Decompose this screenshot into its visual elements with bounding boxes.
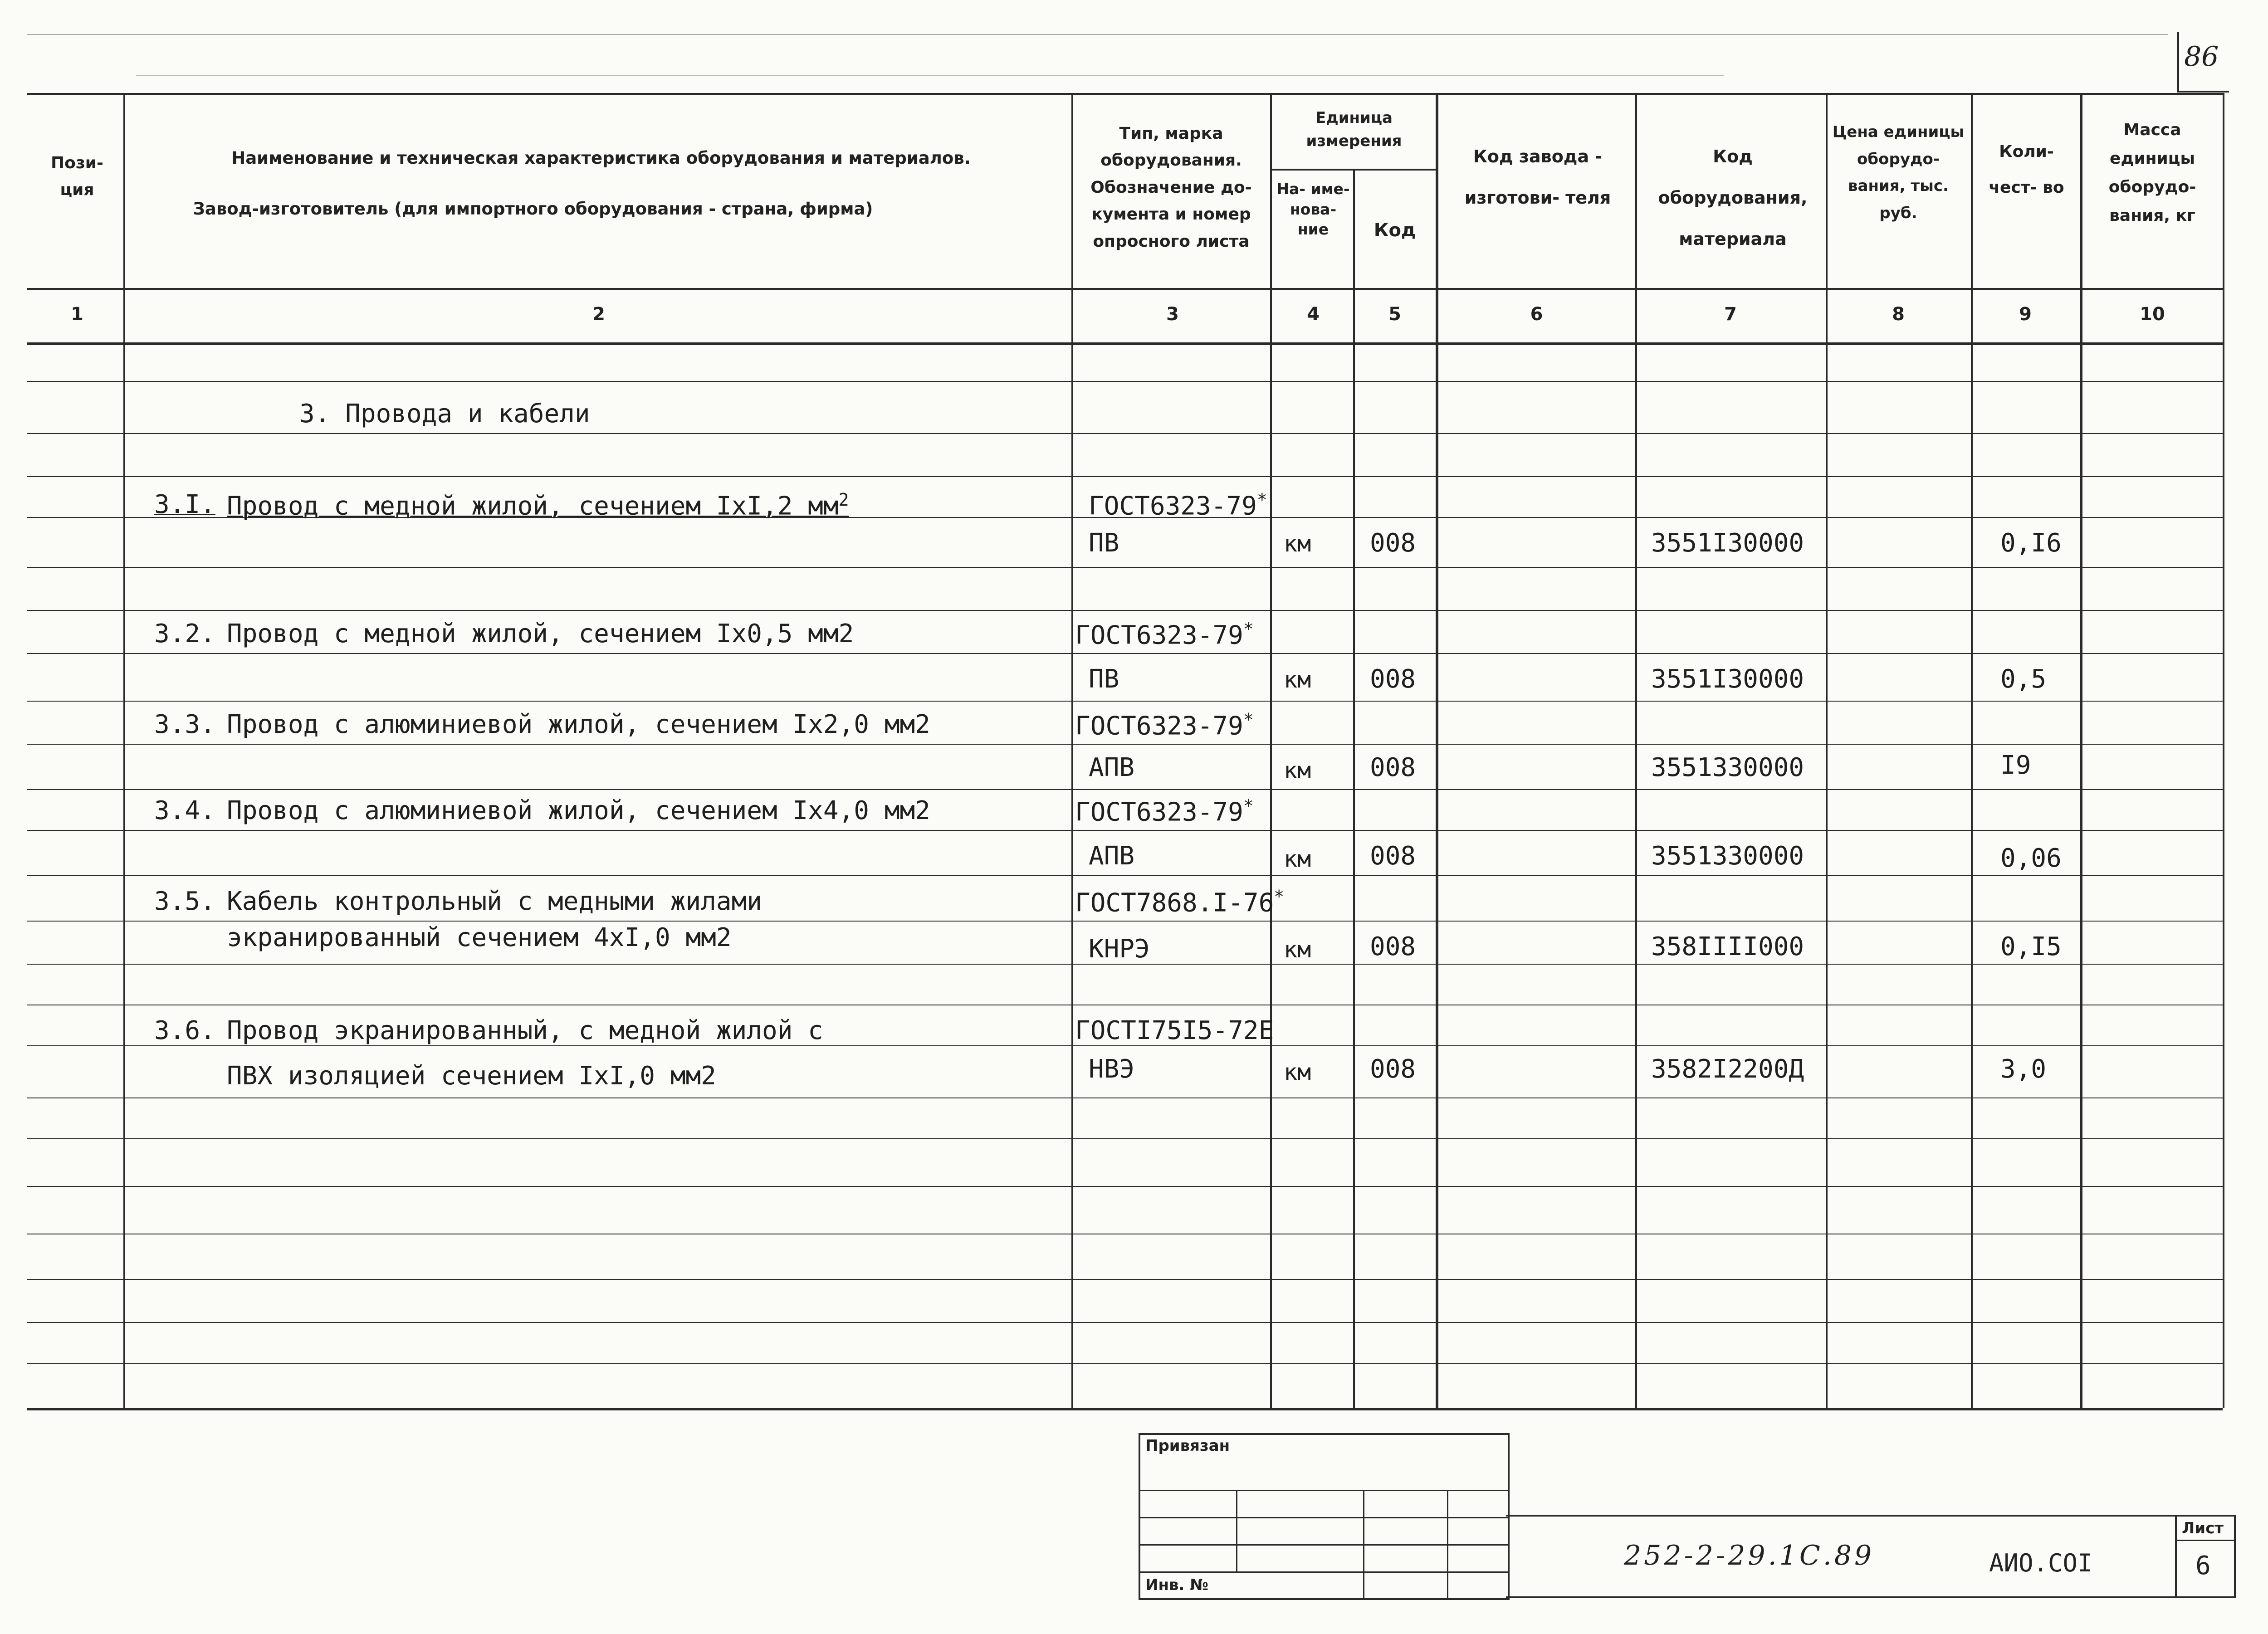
- header-bottom-border: [27, 288, 2223, 290]
- item-quantity: 3,0: [2000, 1054, 2047, 1084]
- item-material-code: 3551I30000: [1651, 528, 1804, 558]
- item-type: ПВ: [1089, 528, 1119, 558]
- scan-artifact-line: [136, 75, 1724, 76]
- item-type: КНРЭ: [1089, 934, 1150, 964]
- header-position: Пози- ция: [51, 154, 103, 200]
- header-type-mark: Тип, марка оборудования. Обозначение до- кумента и номер опросного листа: [1090, 124, 1252, 251]
- item-quantity: 0,06: [2000, 844, 2062, 873]
- item-quantity: 0,5: [2000, 664, 2047, 694]
- header-name-line2: Завод-изготовитель (для импортного оборудования - страна, фирма): [193, 199, 873, 219]
- item-quantity: I9: [2000, 751, 2031, 780]
- item-type: ПВ: [1089, 664, 1119, 694]
- item-unit: км: [1284, 531, 1311, 557]
- col-divider-4: [1353, 169, 1355, 1408]
- stamp-row-line: [1139, 1517, 1508, 1518]
- col-divider-3: [1270, 93, 1272, 1408]
- item-type: НВЭ: [1089, 1054, 1135, 1084]
- item-name: Провод экранированный, с медной жилой с: [227, 1016, 823, 1045]
- item-gost: ГОСТ7868.I-76*: [1075, 887, 1285, 918]
- stamp-row-line: [1139, 1490, 1508, 1491]
- item-gost: ГОСТI75I5-72Е: [1075, 1016, 1274, 1045]
- item-quantity: 0,I6: [2000, 528, 2062, 558]
- col-divider-2: [1071, 93, 1073, 1408]
- item-unit-code: 008: [1370, 841, 1416, 871]
- item-type: АПВ: [1089, 753, 1135, 782]
- item-material-code: 3551I30000: [1651, 664, 1804, 694]
- header-unit-code: Код: [1374, 220, 1416, 241]
- header-unit-price: Цена единицы оборудо- вания, тыс. руб.: [1832, 123, 1965, 222]
- stamp-title-top: [1506, 1515, 2236, 1517]
- stamp-col-line: [1363, 1490, 1364, 1599]
- header-material-code: Код оборудования, материала: [1658, 146, 1808, 249]
- item-name-continued: ПВХ изоляцией сечением IxI,0 мм2: [227, 1061, 716, 1091]
- stamp-row-line: [1139, 1571, 1508, 1573]
- stamp-col-line: [1447, 1490, 1448, 1599]
- col-divider-8: [1971, 93, 1973, 1408]
- item-gost: ГОСТ6323-79*: [1075, 619, 1254, 650]
- item-material-code: 3551330000: [1651, 841, 1804, 871]
- col-divider-1: [123, 93, 125, 1408]
- stamp-bound-label: Привязан: [1145, 1437, 1230, 1455]
- stamp-sheet-label: Лист: [2182, 1519, 2224, 1537]
- item-unit: км: [1284, 937, 1311, 963]
- item-position: 3.2.: [154, 619, 215, 649]
- col-divider-5: [1436, 93, 1438, 1408]
- stamp-bound-box: [1139, 1433, 1510, 1600]
- header-mass: Масса единицы оборудо- вания, кг: [2108, 121, 2196, 225]
- item-unit: км: [1284, 757, 1311, 784]
- item-position: 3.5.: [154, 887, 215, 916]
- item-name: Провод с медной жилой, сечением Ix0,5 мм2: [227, 619, 854, 649]
- item-unit-code: 008: [1370, 753, 1416, 782]
- item-material-code: 3551330000: [1651, 753, 1804, 782]
- stamp-sheet-divider: [2175, 1515, 2177, 1598]
- col-divider-10: [2223, 93, 2224, 1408]
- item-material-code: 3582I2200Д: [1651, 1054, 1804, 1084]
- item-unit: км: [1284, 1059, 1311, 1085]
- stamp-row-line: [1139, 1544, 1508, 1546]
- stamp-sheet-label-line: [2175, 1540, 2236, 1541]
- item-gost: ГОСТ6323-79*: [1075, 710, 1254, 741]
- stamp-title-bottom: [1506, 1596, 2236, 1598]
- stamp-right-border: [2234, 1515, 2236, 1598]
- stamp-inv-label: Инв. №: [1145, 1576, 1209, 1594]
- header-name-line1: Наименование и техническая характеристика оборудования и материалов.: [231, 148, 971, 168]
- col-divider-9: [2080, 93, 2082, 1408]
- item-position: 3.3.: [154, 710, 215, 739]
- stamp-doc-code: 252-2-29.1С.89: [1624, 1540, 1875, 1571]
- item-name: Провод с алюминиевой жилой, сечением Ix2,0 мм2: [227, 710, 930, 739]
- stamp-sheet-number: 6: [2195, 1551, 2211, 1580]
- col-divider-7: [1826, 93, 1828, 1408]
- item-gost: ГОСТ6323-79*: [1089, 490, 1267, 521]
- item-material-code: 358IIII000: [1651, 932, 1804, 961]
- item-unit-code: 008: [1370, 664, 1416, 694]
- item-position: 3.I.: [154, 490, 215, 519]
- item-position: 3.6.: [154, 1016, 215, 1045]
- colnum-bottom-border: [27, 342, 2223, 345]
- page-number: 86: [2184, 41, 2219, 73]
- col-divider-6: [1635, 93, 1637, 1408]
- section-title: 3. Провода и кабели: [299, 399, 590, 429]
- item-gost: ГОСТ6323-79*: [1075, 796, 1254, 827]
- header-unit-name: На- име- нова- ние: [1276, 180, 1350, 239]
- item-position: 3.4.: [154, 796, 215, 825]
- item-name-continued: экранированный сечением 4xI,0 мм2: [227, 923, 732, 952]
- item-unit-code: 008: [1370, 528, 1416, 558]
- header-quantity: Коли- чест- во: [1989, 142, 2064, 197]
- item-type: АПВ: [1089, 841, 1135, 871]
- item-unit-code: 008: [1370, 932, 1416, 961]
- header-unit: Единица измерения: [1306, 109, 1402, 150]
- item-unit: км: [1284, 846, 1311, 872]
- scan-artifact-line: [27, 34, 2168, 35]
- item-name: Провод с алюминиевой жилой, сечением Ix4,0 мм2: [227, 796, 930, 825]
- stamp-sheet-code: АИО.СОI: [1989, 1549, 2092, 1577]
- item-unit-code: 008: [1370, 1054, 1416, 1084]
- table-top-border: [27, 93, 2223, 95]
- item-quantity: 0,I5: [2000, 932, 2062, 961]
- item-name: Кабель контрольный с медными жилами: [227, 887, 763, 916]
- header-factory-code: Код завода - изготови- теля: [1464, 146, 1611, 208]
- item-name: Провод с медной жилой, сечением IxI,2 $мм^2$: [227, 490, 849, 521]
- item-unit: км: [1284, 667, 1311, 693]
- stamp-col-line: [1236, 1490, 1237, 1571]
